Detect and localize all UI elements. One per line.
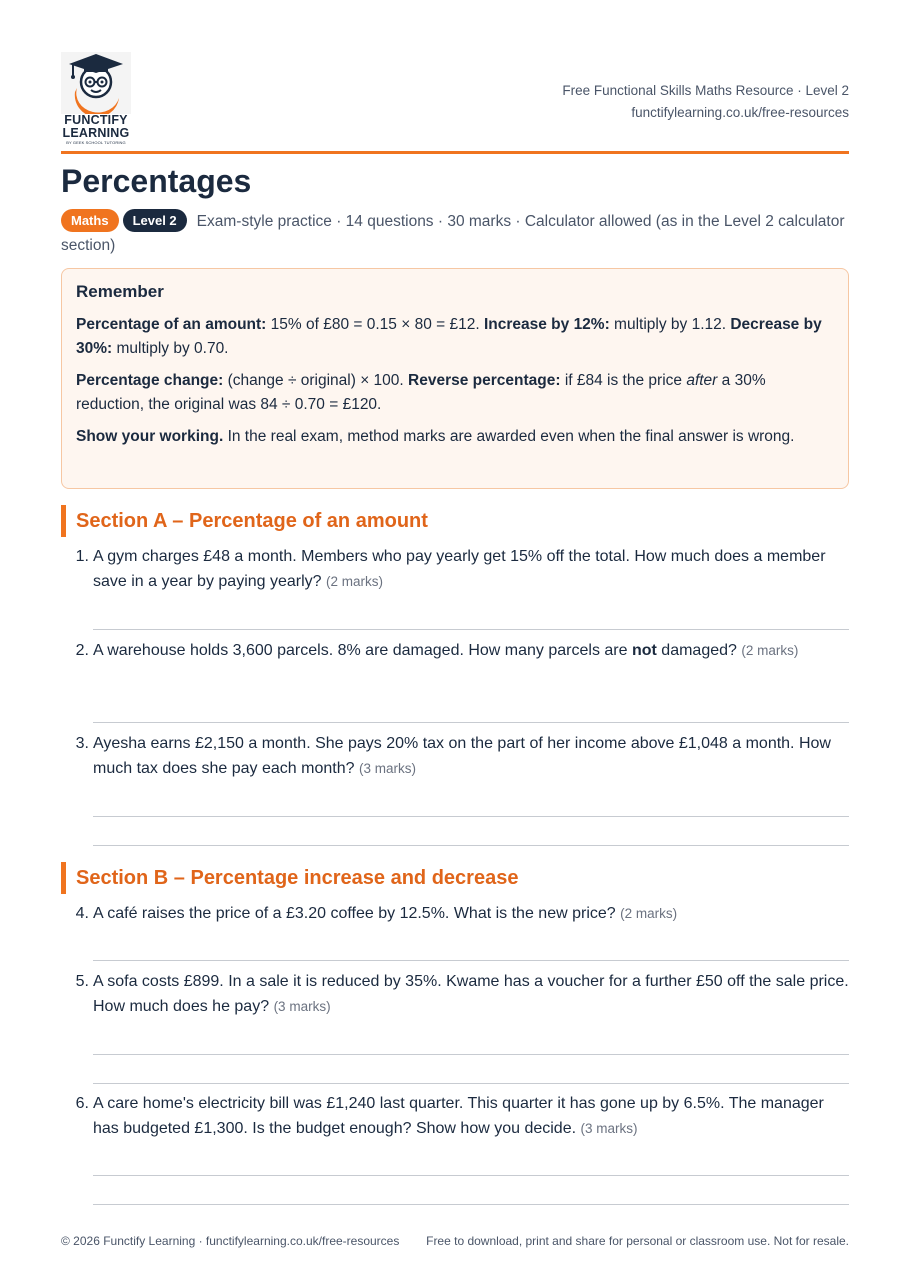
- question-3: 3. Ayesha earns £2,150 a month. She pays 20% tax on the part of her income above £1,048 a month. How much tax does she pay each month? (3 marks): [75, 735, 831, 777]
- question-1: 1. A gym charges £48 a month. Members who pay yearly get 15% off the total. How much does a member save in a year by paying yearly? (2 marks): [75, 548, 826, 590]
- footer-licence: Free to download, print and share for personal or classroom use. Not for resale.: [426, 1234, 849, 1248]
- level-badge: Level 2: [123, 209, 187, 232]
- answer-line[interactable]: [93, 845, 849, 846]
- answer-line[interactable]: [93, 1054, 849, 1055]
- graduate-owl-icon: [61, 52, 131, 114]
- resource-line: Free Functional Skills Maths Resource · Level 2: [562, 83, 849, 98]
- functify-logo: [61, 52, 131, 147]
- worksheet-description: Exam-style practice · 14 questions · 30 marks · Calculator allowed (as in the Level 2 calculator section): [61, 213, 845, 254]
- question-6: 6. A care home's electricity bill was £1,240 last quarter. This quarter it has gone up by 6.5%. The manager has budgeted £1,300. Is the budget enough? Show how you decide. (3 marks): [75, 1095, 824, 1137]
- remember-tip-2: Percentage change: (change ÷ original) × 100. Reverse percentage: if £84 is the price after a 30% reduction, the original was 84 ÷ 0.70 = £120.: [76, 372, 766, 413]
- answer-line[interactable]: [93, 722, 849, 723]
- worksheet-meta: [61, 209, 849, 258]
- footer-copyright: © 2026 Functify Learning · functifylearning.co.uk/free-resources: [61, 1234, 400, 1248]
- question-4: 4. A café raises the price of a £3.20 coffee by 12.5%. What is the new price? (2 marks): [75, 905, 678, 922]
- page-title: Percentages: [61, 163, 252, 199]
- logo-tagline: BY GEEK SCHOOL TUTORING: [66, 140, 126, 145]
- section-a-heading: Section A – Percentage of an amount: [61, 505, 849, 537]
- answer-line[interactable]: [93, 1204, 849, 1205]
- subject-badge: Maths: [61, 209, 119, 232]
- page-header: [61, 52, 849, 154]
- logo-line-1: FUNCTIFY: [64, 113, 128, 127]
- section-b-heading: Section B – Percentage increase and decrease: [61, 862, 849, 894]
- answer-line[interactable]: [93, 1175, 849, 1176]
- remember-tip-3: Show your working. In the real exam, method marks are awarded even when the final answer is wrong.: [76, 428, 795, 445]
- remember-tip-1: Percentage of an amount: 15% of £80 = 0.15 × 80 = £12. Increase by 12%: multiply by 1.12. Decrease by 30%: multiply by 0.70.: [76, 316, 822, 357]
- answer-line[interactable]: [93, 629, 849, 630]
- question-5: 5. A sofa costs £899. In a sale it is reduced by 35%. Kwame has a voucher for a further £50 off the sale price. How much does he pay? (3 marks): [75, 973, 849, 1015]
- answer-line[interactable]: [93, 1083, 849, 1084]
- logo-line-2: LEARNING: [62, 126, 130, 140]
- resource-url: functifylearning.co.uk/free-resources: [631, 105, 849, 120]
- question-2: 2. A warehouse holds 3,600 parcels. 8% are damaged. How many parcels are not damaged? (2 marks): [75, 642, 799, 659]
- remember-box: [61, 268, 849, 489]
- remember-heading: Remember: [76, 282, 164, 301]
- answer-line[interactable]: [93, 960, 849, 961]
- header-info: [562, 80, 849, 124]
- answer-line[interactable]: [93, 816, 849, 817]
